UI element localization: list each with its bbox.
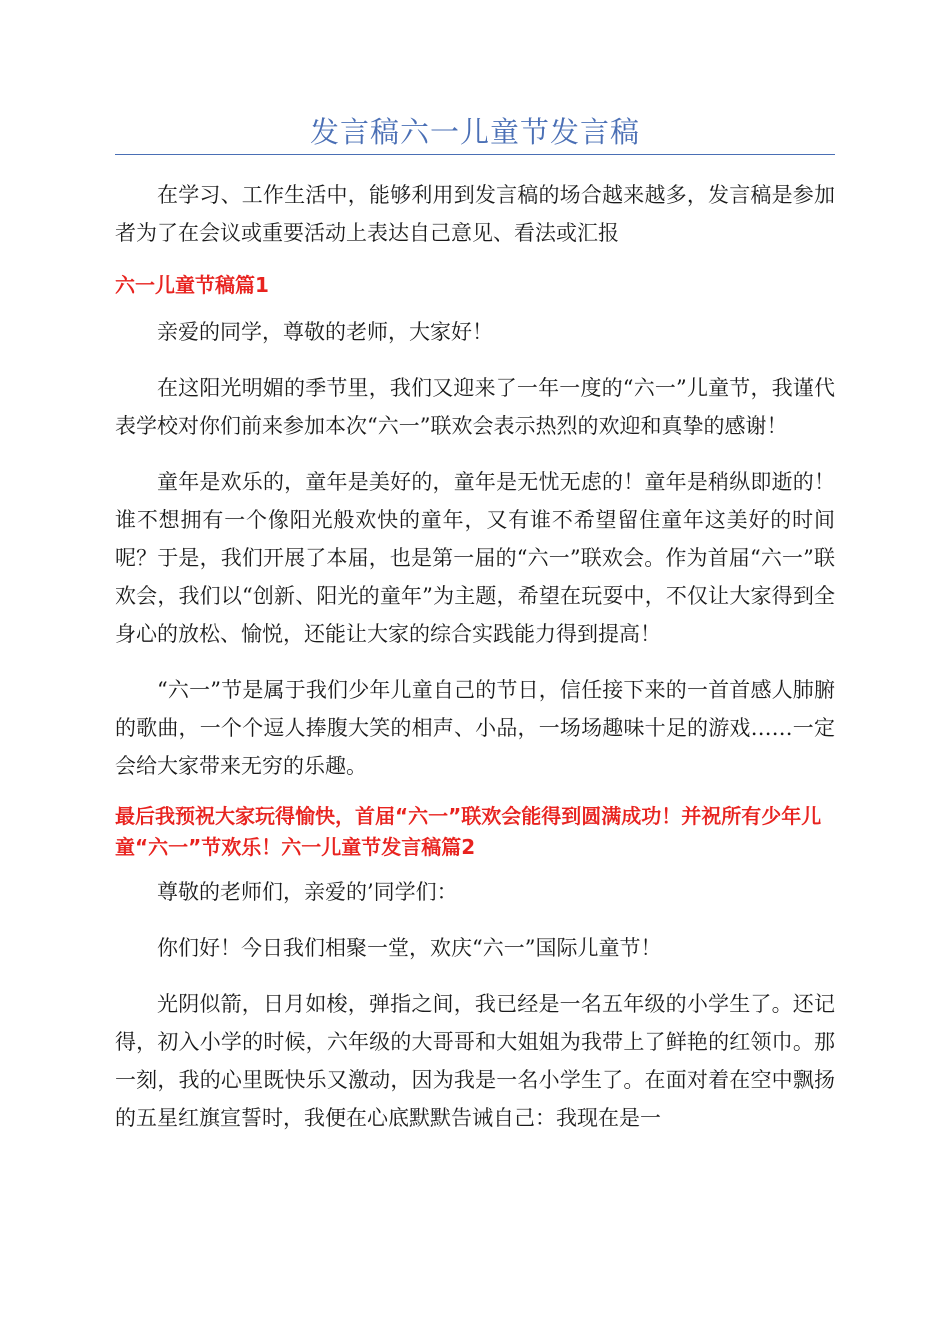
body-paragraph: 光阴似箭，日月如梭，弹指之间，我已经是一名五年级的小学生了。还记得，初入小学的时候，六年级的大哥哥和大姐姐为我带上了鲜艳的红领巾。那一刻，我的心里既快乐又激动，因为我是一名小学生了。在面对着在空中飘扬的五星红旗宣誓时，我便在心底默默告诫自己：我现在是一	[115, 992, 835, 1130]
title-divider	[115, 154, 835, 155]
body-paragraph: 你们好！今日我们相聚一堂，欢庆“六一”国际儿童节！	[157, 936, 662, 960]
intro-paragraph: 在学习、工作生活中，能够利用到发言稿的场合越来越多，发言稿是参加者为了在会议或重要活动上表达自己意见、看法或汇报	[115, 183, 835, 245]
body-paragraph: 在这阳光明媚的季节里，我们又迎来了一年一度的“六一”儿童节，我谨代表学校对你们前来参加本次“六一”联欢会表示热烈的欢迎和真挚的感谢！	[115, 376, 835, 438]
section-heading-2: 最后我预祝大家玩得愉快，首届“六一”联欢会能得到圆满成功！并祝所有少年儿童“六一”节欢乐！六一儿童节发言稿篇2	[115, 804, 822, 859]
body-paragraph: “六一”节是属于我们少年儿童自己的节日，信任接下来的一首首感人肺腑的歌曲，一个个逗人捧腹大笑的相声、小品，一场场趣味十足的游戏……一定会给大家带来无穷的乐趣。	[115, 678, 835, 778]
body-paragraph: 尊敬的老师们，亲爱的’同学们：	[157, 880, 458, 904]
body-paragraph: 童年是欢乐的，童年是美好的，童年是无忧无虑的！童年是稍纵即逝的！谁不想拥有一个像阳光般欢快的童年，又有谁不希望留住童年这美好的时间呢？于是，我们开展了本届，也是第一届的“六一”联欢会。作为首届“六一”联欢会，我们以“创新、阳光的童年”为主题，希望在玩耍中，不仅让大家得到全身心的放松、愉悦，还能让大家的综合实践能力得到提高！	[115, 470, 835, 646]
document-title: 发言稿六一儿童节发言稿	[309, 115, 640, 149]
body-paragraph: 亲爱的同学，尊敬的老师，大家好！	[157, 320, 493, 344]
section-heading-1: 六一儿童节稿篇1	[115, 273, 269, 297]
document-body	[115, 176, 835, 1137]
